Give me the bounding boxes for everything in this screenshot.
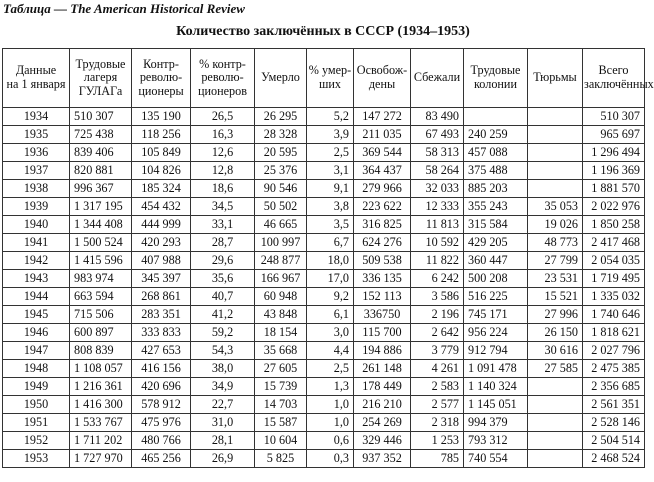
cell-released: 364 437	[354, 162, 411, 180]
header-labor-colonies: Трудовые колонии	[464, 49, 528, 108]
cell-died: 15 739	[255, 378, 307, 396]
cell-counterrevolutionaries: 407 988	[132, 252, 191, 270]
cell-counterrev-percent: 40,7	[191, 288, 255, 306]
table-row	[3, 198, 645, 216]
table-caption: Таблица — The American Historical Review	[3, 1, 245, 16]
cell-labor-colonies: 1 145 051	[464, 396, 528, 414]
cell-died-percent: 18,0	[307, 252, 354, 270]
cell-gulag-camps: 510 307	[70, 108, 132, 126]
cell-counterrev-percent: 28,7	[191, 234, 255, 252]
cell-released: 152 113	[354, 288, 411, 306]
table-row	[3, 108, 645, 126]
cell-labor-colonies: 355 243	[464, 198, 528, 216]
cell-counterrev-percent: 26,5	[191, 108, 255, 126]
cell-date: 1939	[3, 198, 70, 216]
cell-counterrev-percent: 31,0	[191, 414, 255, 432]
cell-counterrevolutionaries: 283 351	[132, 306, 191, 324]
cell-released: 178 449	[354, 378, 411, 396]
cell-total: 2 356 685	[583, 378, 645, 396]
cell-prisons: 35 053	[528, 198, 583, 216]
cell-date: 1945	[3, 306, 70, 324]
header-prisons: Тюрьмы	[528, 49, 583, 108]
prisoners-table	[2, 48, 654, 468]
cell-gulag-camps: 1 711 202	[70, 432, 132, 450]
cell-counterrev-percent: 54,3	[191, 342, 255, 360]
cell-died-percent: 0,6	[307, 432, 354, 450]
cell-prisons	[528, 450, 583, 468]
header-gulag-camps: Трудовые лагеря ГУЛАГа	[70, 49, 132, 108]
table-body	[3, 108, 645, 468]
cell-released: 624 276	[354, 234, 411, 252]
header-total: Всего заключённых	[583, 49, 645, 108]
cell-counterrevolutionaries: 427 653	[132, 342, 191, 360]
cell-escaped: 2 583	[411, 378, 464, 396]
cell-prisons	[528, 162, 583, 180]
table-row	[3, 252, 645, 270]
cell-total: 1 850 258	[583, 216, 645, 234]
cell-released: 254 269	[354, 414, 411, 432]
cell-escaped: 32 033	[411, 180, 464, 198]
table-row	[3, 378, 645, 396]
cell-counterrev-percent: 38,0	[191, 360, 255, 378]
cell-counterrev-percent: 41,2	[191, 306, 255, 324]
cell-total: 1 196 369	[583, 162, 645, 180]
cell-counterrevolutionaries: 345 397	[132, 270, 191, 288]
cell-released: 216 210	[354, 396, 411, 414]
cell-prisons: 27 799	[528, 252, 583, 270]
cell-labor-colonies: 315 584	[464, 216, 528, 234]
cell-died: 35 668	[255, 342, 307, 360]
cell-date: 1943	[3, 270, 70, 288]
cell-labor-colonies: 745 171	[464, 306, 528, 324]
cell-counterrevolutionaries: 105 849	[132, 144, 191, 162]
cell-labor-colonies: 956 224	[464, 324, 528, 342]
cell-gulag-camps: 725 438	[70, 126, 132, 144]
cell-escaped: 1 253	[411, 432, 464, 450]
cell-labor-colonies: 500 208	[464, 270, 528, 288]
cell-labor-colonies: 429 205	[464, 234, 528, 252]
header-escaped: Сбежали	[411, 49, 464, 108]
cell-total: 2 528 146	[583, 414, 645, 432]
cell-labor-colonies: 793 312	[464, 432, 528, 450]
cell-total: 965 697	[583, 126, 645, 144]
cell-died: 166 967	[255, 270, 307, 288]
cell-date: 1952	[3, 432, 70, 450]
cell-gulag-camps: 600 897	[70, 324, 132, 342]
cell-gulag-camps: 839 406	[70, 144, 132, 162]
cell-prisons	[528, 378, 583, 396]
cell-prisons: 23 531	[528, 270, 583, 288]
cell-prisons	[528, 396, 583, 414]
header-released: Освобож- дены	[354, 49, 411, 108]
cell-counterrev-percent: 28,1	[191, 432, 255, 450]
cell-total: 2 468 524	[583, 450, 645, 468]
cell-total: 510 307	[583, 108, 645, 126]
cell-prisons	[528, 180, 583, 198]
cell-counterrev-percent: 18,6	[191, 180, 255, 198]
cell-released: 211 035	[354, 126, 411, 144]
cell-counterrevolutionaries: 475 976	[132, 414, 191, 432]
cell-labor-colonies: 457 088	[464, 144, 528, 162]
cell-died: 27 605	[255, 360, 307, 378]
cell-counterrev-percent: 34,5	[191, 198, 255, 216]
cell-died: 60 948	[255, 288, 307, 306]
cell-escaped: 10 592	[411, 234, 464, 252]
header-died-percent: % умер- ших	[307, 49, 354, 108]
cell-died-percent: 1,0	[307, 396, 354, 414]
table-title: Количество заключённых в СССР (1934–1953)	[176, 24, 470, 39]
cell-labor-colonies: 516 225	[464, 288, 528, 306]
cell-total: 1 335 032	[583, 288, 645, 306]
cell-labor-colonies: 885 203	[464, 180, 528, 198]
cell-counterrevolutionaries: 465 256	[132, 450, 191, 468]
cell-escaped: 12 333	[411, 198, 464, 216]
table-row	[3, 270, 645, 288]
cell-labor-colonies	[464, 108, 528, 126]
cell-date: 1953	[3, 450, 70, 468]
cell-died-percent: 0,3	[307, 450, 354, 468]
cell-total: 2 027 796	[583, 342, 645, 360]
cell-died-percent: 3,8	[307, 198, 354, 216]
header-row	[3, 49, 645, 108]
cell-died: 18 154	[255, 324, 307, 342]
cell-total: 1 296 494	[583, 144, 645, 162]
cell-died-percent: 6,7	[307, 234, 354, 252]
cell-prisons	[528, 144, 583, 162]
cell-died-percent: 3,1	[307, 162, 354, 180]
table-row	[3, 180, 645, 198]
cell-gulag-camps: 1 727 970	[70, 450, 132, 468]
cell-died: 5 825	[255, 450, 307, 468]
table-row	[3, 216, 645, 234]
table-row	[3, 450, 645, 468]
cell-prisons: 26 150	[528, 324, 583, 342]
cell-died-percent: 1,0	[307, 414, 354, 432]
table-row	[3, 306, 645, 324]
cell-counterrev-percent: 16,3	[191, 126, 255, 144]
cell-died-percent: 3,0	[307, 324, 354, 342]
cell-counterrevolutionaries: 416 156	[132, 360, 191, 378]
cell-counterrevolutionaries: 333 833	[132, 324, 191, 342]
cell-released: 316 825	[354, 216, 411, 234]
cell-released: 261 148	[354, 360, 411, 378]
cell-date: 1937	[3, 162, 70, 180]
cell-labor-colonies: 360 447	[464, 252, 528, 270]
cell-total: 2 022 976	[583, 198, 645, 216]
cell-died-percent: 6,1	[307, 306, 354, 324]
cell-released: 336750	[354, 306, 411, 324]
cell-date: 1950	[3, 396, 70, 414]
cell-died: 100 997	[255, 234, 307, 252]
cell-escaped: 6 242	[411, 270, 464, 288]
cell-gulag-camps: 663 594	[70, 288, 132, 306]
cell-counterrevolutionaries: 268 861	[132, 288, 191, 306]
cell-counterrev-percent: 12,6	[191, 144, 255, 162]
cell-gulag-camps: 1 500 524	[70, 234, 132, 252]
cell-labor-colonies: 1 140 324	[464, 378, 528, 396]
cell-died-percent: 9,1	[307, 180, 354, 198]
cell-died: 50 502	[255, 198, 307, 216]
cell-died-percent: 2,5	[307, 144, 354, 162]
table-row	[3, 324, 645, 342]
cell-date: 1940	[3, 216, 70, 234]
cell-counterrevolutionaries: 480 766	[132, 432, 191, 450]
header-counterrevolutionaries: Контр- револю- ционеры	[132, 49, 191, 108]
table-row	[3, 360, 645, 378]
header-died: Умерло	[255, 49, 307, 108]
cell-total: 1 818 621	[583, 324, 645, 342]
cell-counterrevolutionaries: 118 256	[132, 126, 191, 144]
cell-gulag-camps: 983 974	[70, 270, 132, 288]
cell-total: 2 504 514	[583, 432, 645, 450]
header-counterrev-percent: % контр- револю- ционеров	[191, 49, 255, 108]
cell-escaped: 785	[411, 450, 464, 468]
cell-prisons: 30 616	[528, 342, 583, 360]
cell-gulag-camps: 1 415 596	[70, 252, 132, 270]
cell-counterrev-percent: 34,9	[191, 378, 255, 396]
cell-died: 20 595	[255, 144, 307, 162]
cell-died: 248 877	[255, 252, 307, 270]
cell-released: 115 700	[354, 324, 411, 342]
cell-died-percent: 3,5	[307, 216, 354, 234]
cell-date: 1946	[3, 324, 70, 342]
cell-escaped: 3 586	[411, 288, 464, 306]
cell-escaped: 4 261	[411, 360, 464, 378]
cell-died-percent: 5,2	[307, 108, 354, 126]
cell-counterrev-percent: 33,1	[191, 216, 255, 234]
cell-total: 2 475 385	[583, 360, 645, 378]
cell-labor-colonies: 994 379	[464, 414, 528, 432]
cell-counterrev-percent: 26,9	[191, 450, 255, 468]
cell-released: 279 966	[354, 180, 411, 198]
cell-date: 1947	[3, 342, 70, 360]
header-date: Данные на 1 января	[3, 49, 70, 108]
cell-gulag-camps: 1 533 767	[70, 414, 132, 432]
cell-counterrevolutionaries: 420 293	[132, 234, 191, 252]
cell-date: 1938	[3, 180, 70, 198]
cell-escaped: 3 779	[411, 342, 464, 360]
cell-died: 15 587	[255, 414, 307, 432]
table-row	[3, 396, 645, 414]
cell-escaped: 67 493	[411, 126, 464, 144]
cell-counterrevolutionaries: 420 696	[132, 378, 191, 396]
cell-died-percent: 1,3	[307, 378, 354, 396]
cell-released: 194 886	[354, 342, 411, 360]
cell-gulag-camps: 1 317 195	[70, 198, 132, 216]
cell-escaped: 2 642	[411, 324, 464, 342]
cell-escaped: 11 813	[411, 216, 464, 234]
cell-died: 43 848	[255, 306, 307, 324]
cell-gulag-camps: 1 216 361	[70, 378, 132, 396]
cell-gulag-camps: 808 839	[70, 342, 132, 360]
cell-prisons: 19 026	[528, 216, 583, 234]
cell-gulag-camps: 1 416 300	[70, 396, 132, 414]
cell-labor-colonies: 375 488	[464, 162, 528, 180]
cell-escaped: 58 264	[411, 162, 464, 180]
cell-escaped: 11 822	[411, 252, 464, 270]
cell-date: 1949	[3, 378, 70, 396]
cell-counterrevolutionaries: 454 432	[132, 198, 191, 216]
table-row	[3, 288, 645, 306]
cell-escaped: 83 490	[411, 108, 464, 126]
cell-counterrev-percent: 29,6	[191, 252, 255, 270]
cell-escaped: 2 196	[411, 306, 464, 324]
cell-total: 1 740 646	[583, 306, 645, 324]
cell-died-percent: 17,0	[307, 270, 354, 288]
cell-died: 28 328	[255, 126, 307, 144]
table-row	[3, 162, 645, 180]
cell-escaped: 2 577	[411, 396, 464, 414]
cell-counterrevolutionaries: 135 190	[132, 108, 191, 126]
cell-died-percent: 4,4	[307, 342, 354, 360]
cell-prisons	[528, 432, 583, 450]
cell-prisons	[528, 126, 583, 144]
cell-total: 1 881 570	[583, 180, 645, 198]
cell-date: 1942	[3, 252, 70, 270]
cell-labor-colonies: 1 091 478	[464, 360, 528, 378]
cell-died: 10 604	[255, 432, 307, 450]
cell-date: 1948	[3, 360, 70, 378]
cell-total: 2 417 468	[583, 234, 645, 252]
cell-released: 937 352	[354, 450, 411, 468]
cell-gulag-camps: 996 367	[70, 180, 132, 198]
cell-escaped: 58 313	[411, 144, 464, 162]
cell-released: 369 544	[354, 144, 411, 162]
table-row	[3, 342, 645, 360]
cell-died: 25 376	[255, 162, 307, 180]
cell-counterrev-percent: 59,2	[191, 324, 255, 342]
cell-counterrev-percent: 22,7	[191, 396, 255, 414]
cell-died-percent: 3,9	[307, 126, 354, 144]
cell-died-percent: 9,2	[307, 288, 354, 306]
cell-released: 336 135	[354, 270, 411, 288]
cell-total: 2 561 351	[583, 396, 645, 414]
cell-prisons	[528, 414, 583, 432]
cell-prisons: 15 521	[528, 288, 583, 306]
cell-prisons	[528, 108, 583, 126]
cell-labor-colonies: 912 794	[464, 342, 528, 360]
cell-date: 1944	[3, 288, 70, 306]
cell-total: 2 054 035	[583, 252, 645, 270]
table-row	[3, 144, 645, 162]
cell-date: 1941	[3, 234, 70, 252]
table-row	[3, 126, 645, 144]
cell-released: 509 538	[354, 252, 411, 270]
cell-labor-colonies: 740 554	[464, 450, 528, 468]
cell-released: 329 446	[354, 432, 411, 450]
cell-date: 1951	[3, 414, 70, 432]
cell-counterrevolutionaries: 578 912	[132, 396, 191, 414]
table-row	[3, 234, 645, 252]
cell-released: 223 622	[354, 198, 411, 216]
cell-died: 26 295	[255, 108, 307, 126]
cell-counterrev-percent: 12,8	[191, 162, 255, 180]
cell-gulag-camps: 715 506	[70, 306, 132, 324]
cell-released: 147 272	[354, 108, 411, 126]
cell-escaped: 2 318	[411, 414, 464, 432]
cell-died-percent: 2,5	[307, 360, 354, 378]
cell-date: 1934	[3, 108, 70, 126]
cell-died: 90 546	[255, 180, 307, 198]
table-row	[3, 432, 645, 450]
cell-counterrevolutionaries: 444 999	[132, 216, 191, 234]
cell-died: 46 665	[255, 216, 307, 234]
cell-gulag-camps: 820 881	[70, 162, 132, 180]
cell-counterrevolutionaries: 104 826	[132, 162, 191, 180]
cell-prisons: 48 773	[528, 234, 583, 252]
cell-died: 14 703	[255, 396, 307, 414]
cell-gulag-camps: 1 344 408	[70, 216, 132, 234]
cell-counterrevolutionaries: 185 324	[132, 180, 191, 198]
cell-date: 1936	[3, 144, 70, 162]
cell-labor-colonies: 240 259	[464, 126, 528, 144]
cell-prisons: 27 585	[528, 360, 583, 378]
table-row	[3, 414, 645, 432]
cell-date: 1935	[3, 126, 70, 144]
cell-total: 1 719 495	[583, 270, 645, 288]
cell-gulag-camps: 1 108 057	[70, 360, 132, 378]
cell-counterrev-percent: 35,6	[191, 270, 255, 288]
cell-prisons: 27 996	[528, 306, 583, 324]
